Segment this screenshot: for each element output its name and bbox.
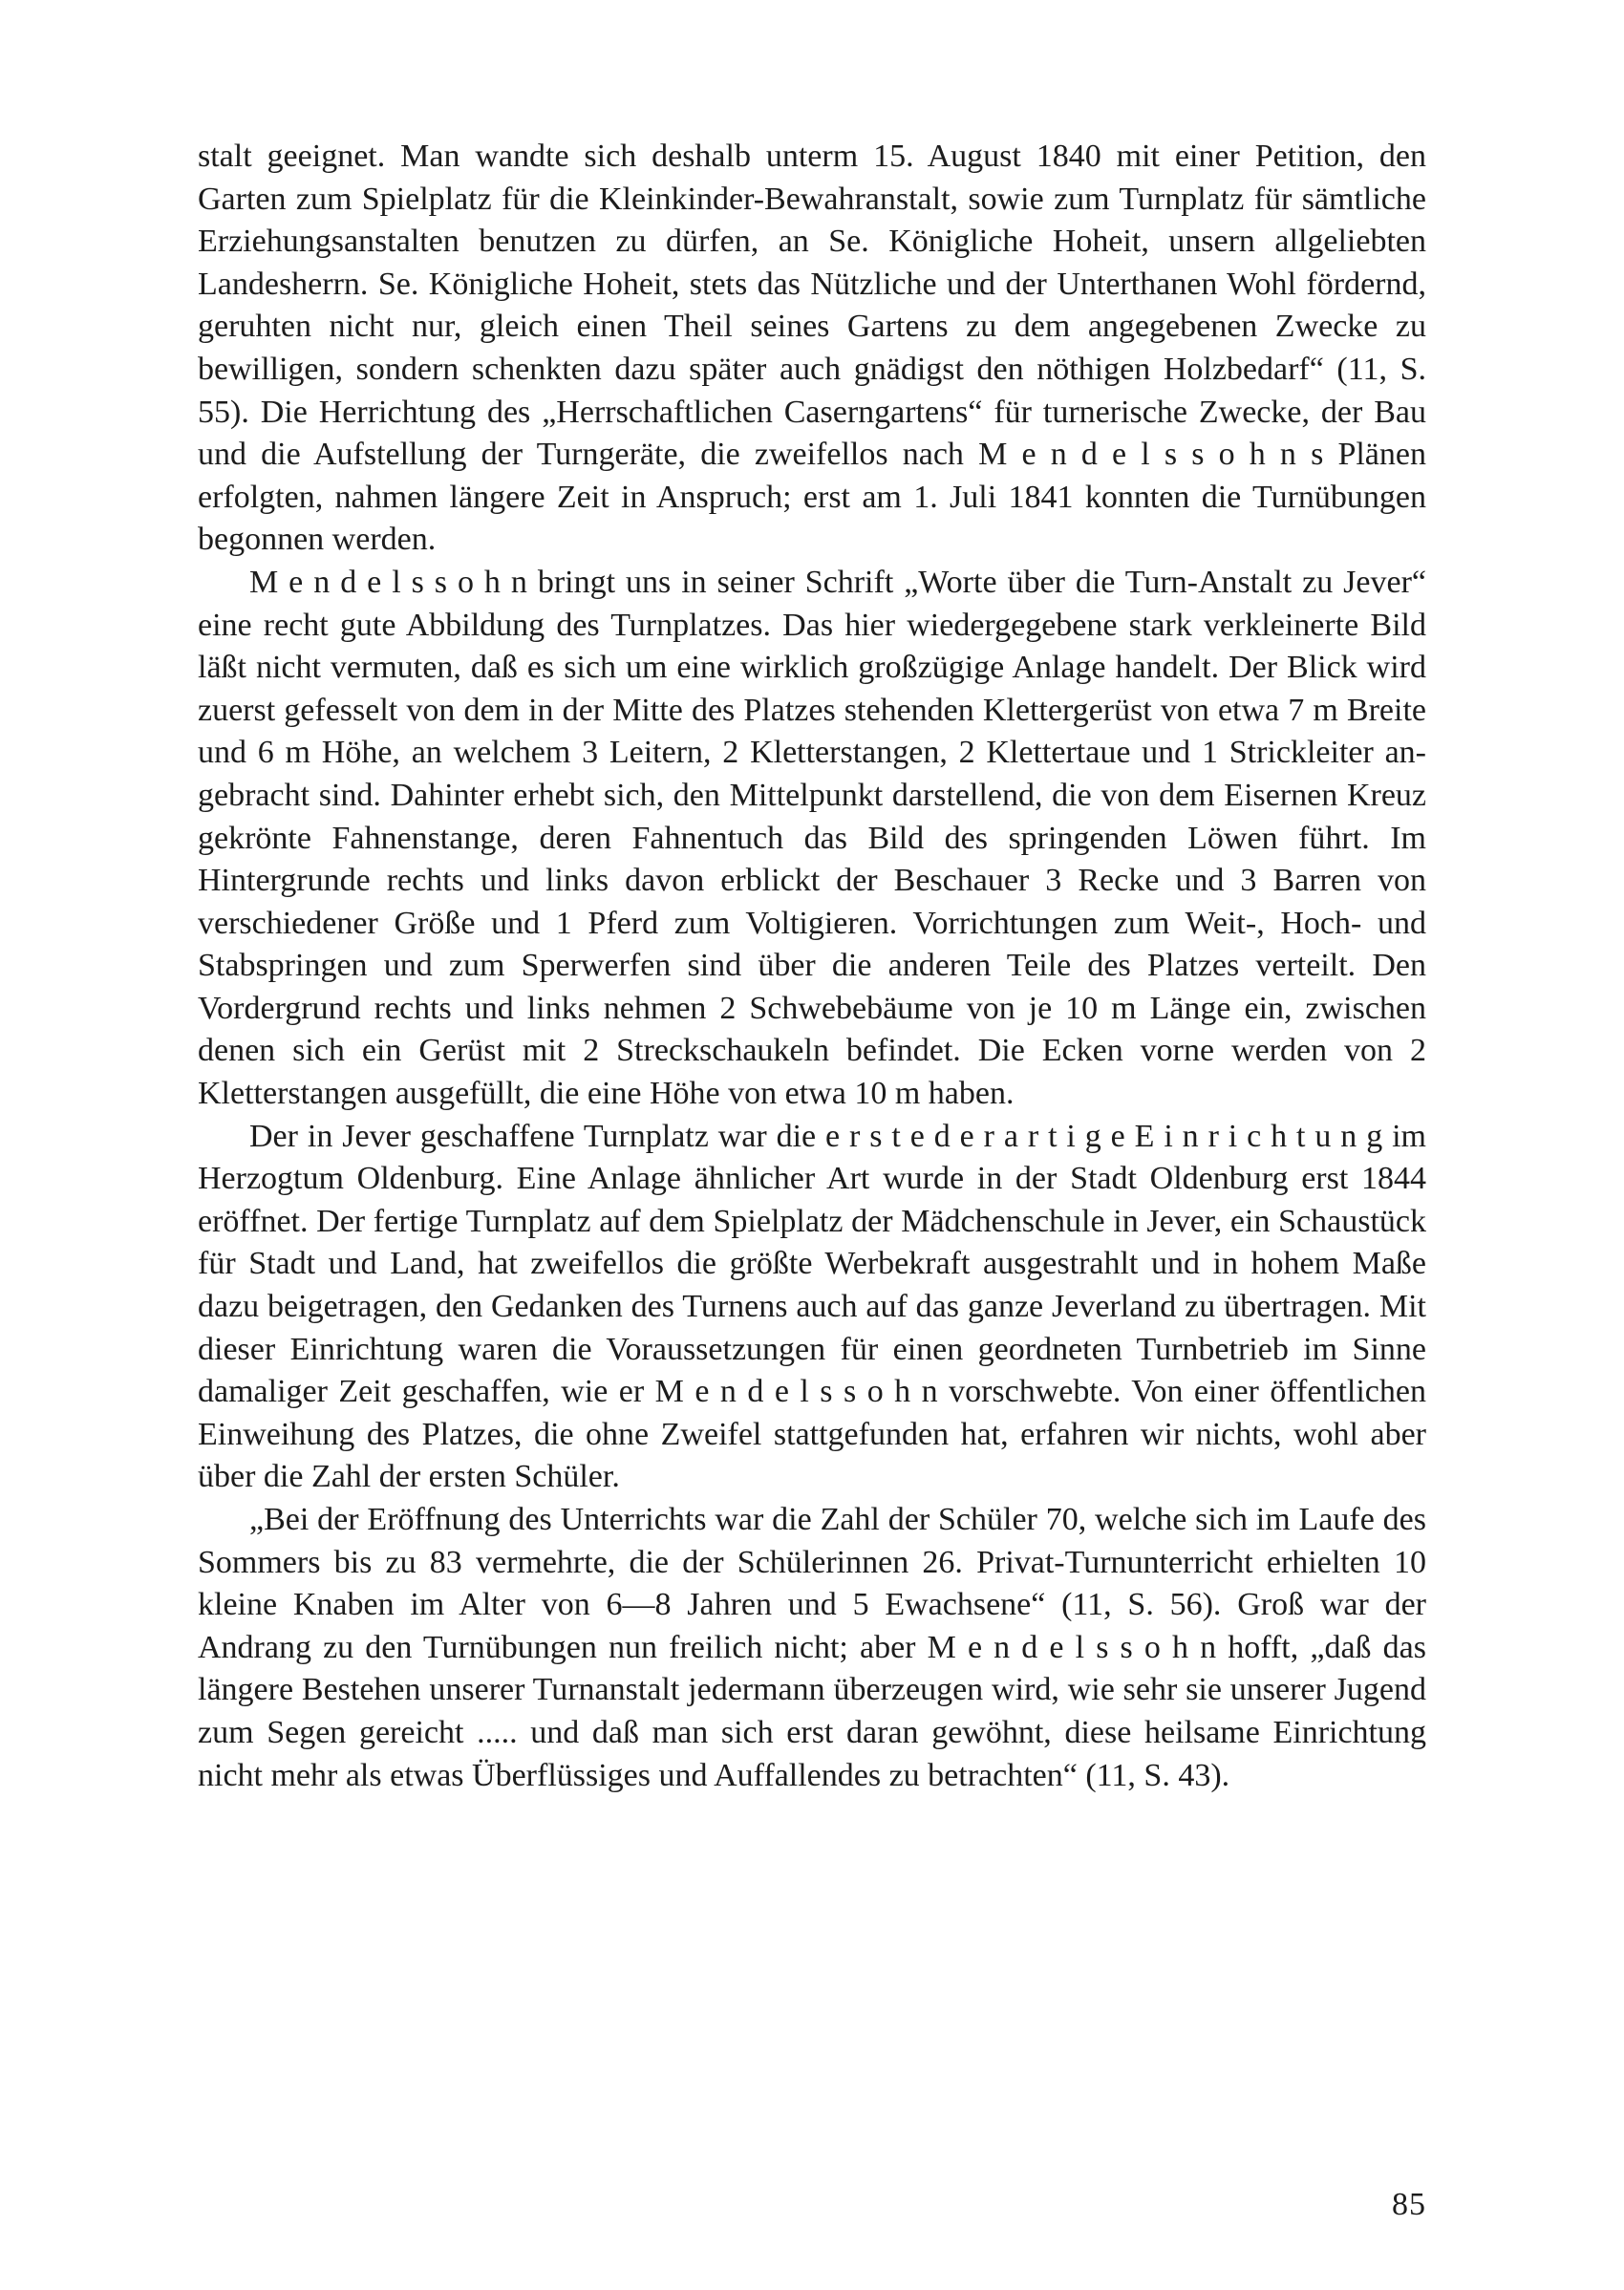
paragraph-quotation: „Bei der Eröffnung des Unterrichts war die Zahl der Schüler 70, welche sich im Laufe des Sommers bis zu 83 vermehrte, die der Schülerinnen 26. Privat-Turnunterricht erhielten 10 kleine Knaben im Alter von 6—8 Jahren und 5 Ewachsene“ (11, S. 56). Groß war der Andrang zu den Turnübungen nun freilich nicht; aber M e n d e l s s o h n hofft, „daß das längere Bestehen unserer Turnanstalt jedermann überzeugen wird, wie sehr sie unserer Jugend zum Segen gereicht ..... und daß man sich erst daran gewöhnt, diese heilsame Einrichtung nicht mehr als etwas Überflüssiges und Auffallendes zu betrachten“ (11, S. 43). bbox=[198, 1502, 1426, 1793]
page-body bbox=[198, 136, 1426, 1797]
paragraph-first-facility: Der in Jever geschaffene Turnplatz war die e r s t e d e r a r t i g e E i n r i c h t u n g im Herzogtum Oldenburg. Eine Anlage ähnlicher Art wurde in der Stadt Oldenburg erst 1844 eröffnet. Der fertige Turnplatz auf dem Spielplatz der Mädchenschule in Jever, ein Schaustück für Stadt und Land, hat zweifellos die größte Werbekraft ausgestrahlt und in hohem Maße dazu beigetragen, den Gedanken des Turnens auch auf das ganze Jeverland zu übertragen. Mit dieser Einrichtung waren die Voraussetzungen für einen geordneten Turnbetrieb im Sinne damaliger Zeit geschaffen, wie er M e n d e l s s o h n vorschwebte. Von einer öffentlichen Einweihung des Platzes, die ohne Zweifel stattgefunden hat, erfahren wir nichts, wohl aber über die Zahl der ersten Schüler. bbox=[198, 1118, 1426, 1495]
paragraph-mendelssohn-illustration: M e n d e l s s o h n bringt uns in seiner Schrift „Worte über die Turn-Anstalt zu Jever“ eine recht gute Abbildung des Turnplatzes. Das hier wiedergegebene stark verkleinerte Bild läßt nicht vermuten, daß es sich um eine wirklich großzügige Anlage handelt. Der Blick wird zuerst gefesselt von dem in der Mitte des Platzes stehenden Klettergerüst von etwa 7 m Breite und 6 m Höhe, an welchem 3 Leitern, 2 Kletterstangen, 2 Klettertaue und 1 Strickleiter angebracht sind. Dahinter erhebt sich, den Mittelpunkt darstellend, die von dem Eisernen Kreuz gekrönte Fahnenstange, deren Fahnentuch das Bild des springenden Löwen führt. Im Hintergrunde rechts und links davon erblickt der Beschauer 3 Recke und 3 Barren von verschiedener Größe und 1 Pferd zum Voltigieren. Vorrichtungen zum Weit-, Hoch- und Stabspringen und zum Sperwerfen sind über die anderen Teile des Platzes verteilt. Den Vordergrund rechts und links nehmen 2 Schwebebäume von je 10 m Länge ein, zwischen denen sich ein Gerüst mit 2 Streckschaukeln befindet. Die Ecken vorne werden von 2 Kletterstangen ausgefüllt, die eine Höhe von etwa 10 m haben. bbox=[198, 564, 1426, 1112]
paragraph-continuation: stalt geeignet. Man wandte sich deshalb unterm 15. August 1840 mit einer Petition, den Garten zum Spielplatz für die Kleinkinder-Bewahranstalt, sowie zum Turnplatz für sämtliche Erziehungsanstalten benutzen zu dürfen, an Se. Königliche Hoheit, unsern allgeliebten Landesherrn. Se. Königliche Hoheit, stets das Nützliche und der Unterthanen Wohl fördernd, geruhten nicht nur, gleich einen Theil seines Gartens zu dem angegebenen Zwecke zu bewilligen, sondern schenkten dazu später auch gnädigst den nöthigen Holzbedarf“ (11, S. 55). Die Herrichtung des „Herrschaftlichen Caserngartens“ für turnerische Zwecke, der Bau und die Aufstellung der Turngeräte, die zweifellos nach M e n d e l s s o h n s Plänen erfolgten, nahmen längere Zeit in Anspruch; erst am 1. Juli 1841 konnten die Turnübungen begonnen werden. bbox=[198, 139, 1426, 558]
page-number: 85 bbox=[1392, 2187, 1426, 2222]
